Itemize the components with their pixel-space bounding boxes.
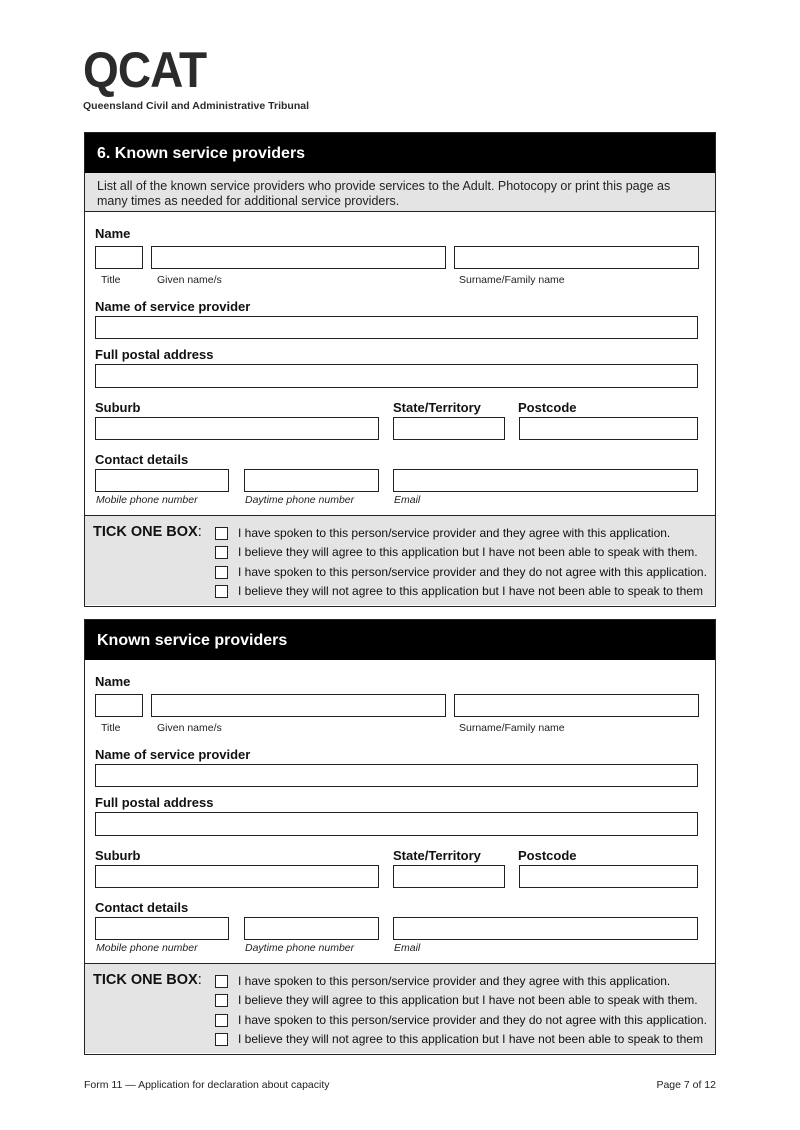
postcode-field[interactable]	[519, 865, 698, 888]
state-label: State/Territory	[393, 848, 481, 863]
title-caption: Title	[101, 274, 121, 286]
option-label: I have spoken to this person/service provider and they agree with this application.	[238, 526, 671, 540]
postal-address-label: Full postal address	[95, 795, 214, 810]
mobile-field[interactable]	[95, 469, 229, 492]
option-label: I believe they will not agree to this application but I have not been able to speak to them	[238, 1032, 703, 1046]
email-caption: Email	[394, 942, 421, 954]
checkbox[interactable]	[215, 1033, 228, 1046]
qcat-logo	[83, 42, 309, 112]
believe-disagree-option[interactable]	[215, 1031, 703, 1047]
mobile-caption: Mobile phone number	[96, 942, 198, 954]
suburb-label: Suburb	[95, 848, 141, 863]
postal-address-field[interactable]	[95, 364, 698, 388]
tick-one-box	[85, 963, 715, 1053]
believe-disagree-option[interactable]	[215, 583, 703, 599]
postal-address-label: Full postal address	[95, 347, 214, 362]
believe-agree-option[interactable]	[215, 544, 698, 560]
tick-one-box	[85, 515, 715, 605]
logo-subtitle: Queensland Civil and Administrative Tribunal	[83, 100, 309, 112]
state-label: State/Territory	[393, 400, 481, 415]
given-name-caption: Given name/s	[157, 722, 222, 734]
provider-name-field[interactable]	[95, 764, 698, 787]
title-field[interactable]	[95, 246, 143, 269]
contact-label: Contact details	[95, 900, 189, 915]
postcode-label: Postcode	[518, 400, 577, 415]
tick-title-text: TICK ONE BOX	[93, 524, 198, 540]
provider-name-label: Name of service provider	[95, 299, 251, 314]
suburb-field[interactable]	[95, 417, 379, 440]
provider-name-label: Name of service provider	[95, 747, 251, 762]
option-label: I believe they will agree to this application but I have not been able to speak with them.	[238, 993, 698, 1007]
agree-option[interactable]	[215, 973, 670, 989]
disagree-option[interactable]	[215, 564, 707, 580]
checkbox[interactable]	[215, 566, 228, 579]
mobile-caption: Mobile phone number	[96, 494, 198, 506]
daytime-phone-field[interactable]	[244, 469, 379, 492]
disagree-option[interactable]	[215, 1012, 707, 1028]
name-label: Name	[95, 674, 131, 689]
form-footer: Form 11 — Application for declaration about capacity	[84, 1079, 330, 1091]
given-name-field[interactable]	[151, 246, 446, 269]
daytime-caption: Daytime phone number	[245, 494, 355, 506]
checkbox[interactable]	[215, 975, 228, 988]
service-provider-section-2	[84, 619, 716, 1055]
surname-field[interactable]	[454, 246, 699, 269]
email-field[interactable]	[393, 469, 698, 492]
agree-option[interactable]	[215, 525, 670, 541]
email-field[interactable]	[393, 917, 698, 940]
title-field[interactable]	[95, 694, 143, 717]
believe-agree-option[interactable]	[215, 992, 698, 1008]
checkbox[interactable]	[215, 1014, 228, 1027]
checkbox[interactable]	[215, 585, 228, 598]
surname-field[interactable]	[454, 694, 699, 717]
tick-title: TICK ONE BOX:	[93, 524, 202, 540]
daytime-caption: Daytime phone number	[245, 942, 355, 954]
postal-address-field[interactable]	[95, 812, 698, 836]
title-caption: Title	[101, 722, 121, 734]
state-field[interactable]	[393, 865, 505, 888]
section-intro: List all of the known service providers who provide services to the Adult. Photocopy or print this page as many times as needed for additional service providers.	[85, 173, 715, 212]
checkbox[interactable]	[215, 527, 228, 540]
section-title: Known service providers	[85, 620, 715, 660]
provider-name-field[interactable]	[95, 316, 698, 339]
postcode-label: Postcode	[518, 848, 577, 863]
suburb-label: Suburb	[95, 400, 141, 415]
state-field[interactable]	[393, 417, 505, 440]
tick-title: TICK ONE BOX:	[93, 972, 202, 988]
tick-title-text: TICK ONE BOX	[93, 972, 198, 988]
checkbox[interactable]	[215, 546, 228, 559]
provider-fields	[85, 212, 715, 515]
option-label: I have spoken to this person/service provider and they do not agree with this application.	[238, 1013, 707, 1027]
option-label: I believe they will agree to this application but I have not been able to speak with them.	[238, 545, 698, 559]
surname-caption: Surname/Family name	[459, 722, 565, 734]
logo-wordmark: QCAT	[83, 42, 207, 98]
postcode-field[interactable]	[519, 417, 698, 440]
mobile-field[interactable]	[95, 917, 229, 940]
suburb-field[interactable]	[95, 865, 379, 888]
surname-caption: Surname/Family name	[459, 274, 565, 286]
daytime-phone-field[interactable]	[244, 917, 379, 940]
page-number: Page 7 of 12	[656, 1079, 716, 1091]
service-provider-section-1	[84, 132, 716, 607]
checkbox[interactable]	[215, 994, 228, 1007]
contact-label: Contact details	[95, 452, 189, 467]
option-label: I have spoken to this person/service provider and they agree with this application.	[238, 974, 671, 988]
email-caption: Email	[394, 494, 421, 506]
name-label: Name	[95, 226, 131, 241]
given-name-field[interactable]	[151, 694, 446, 717]
given-name-caption: Given name/s	[157, 274, 222, 286]
provider-fields	[85, 660, 715, 963]
section-title: 6. Known service providers	[85, 133, 715, 173]
option-label: I believe they will not agree to this application but I have not been able to speak to them	[238, 584, 703, 598]
option-label: I have spoken to this person/service provider and they do not agree with this application.	[238, 565, 707, 579]
